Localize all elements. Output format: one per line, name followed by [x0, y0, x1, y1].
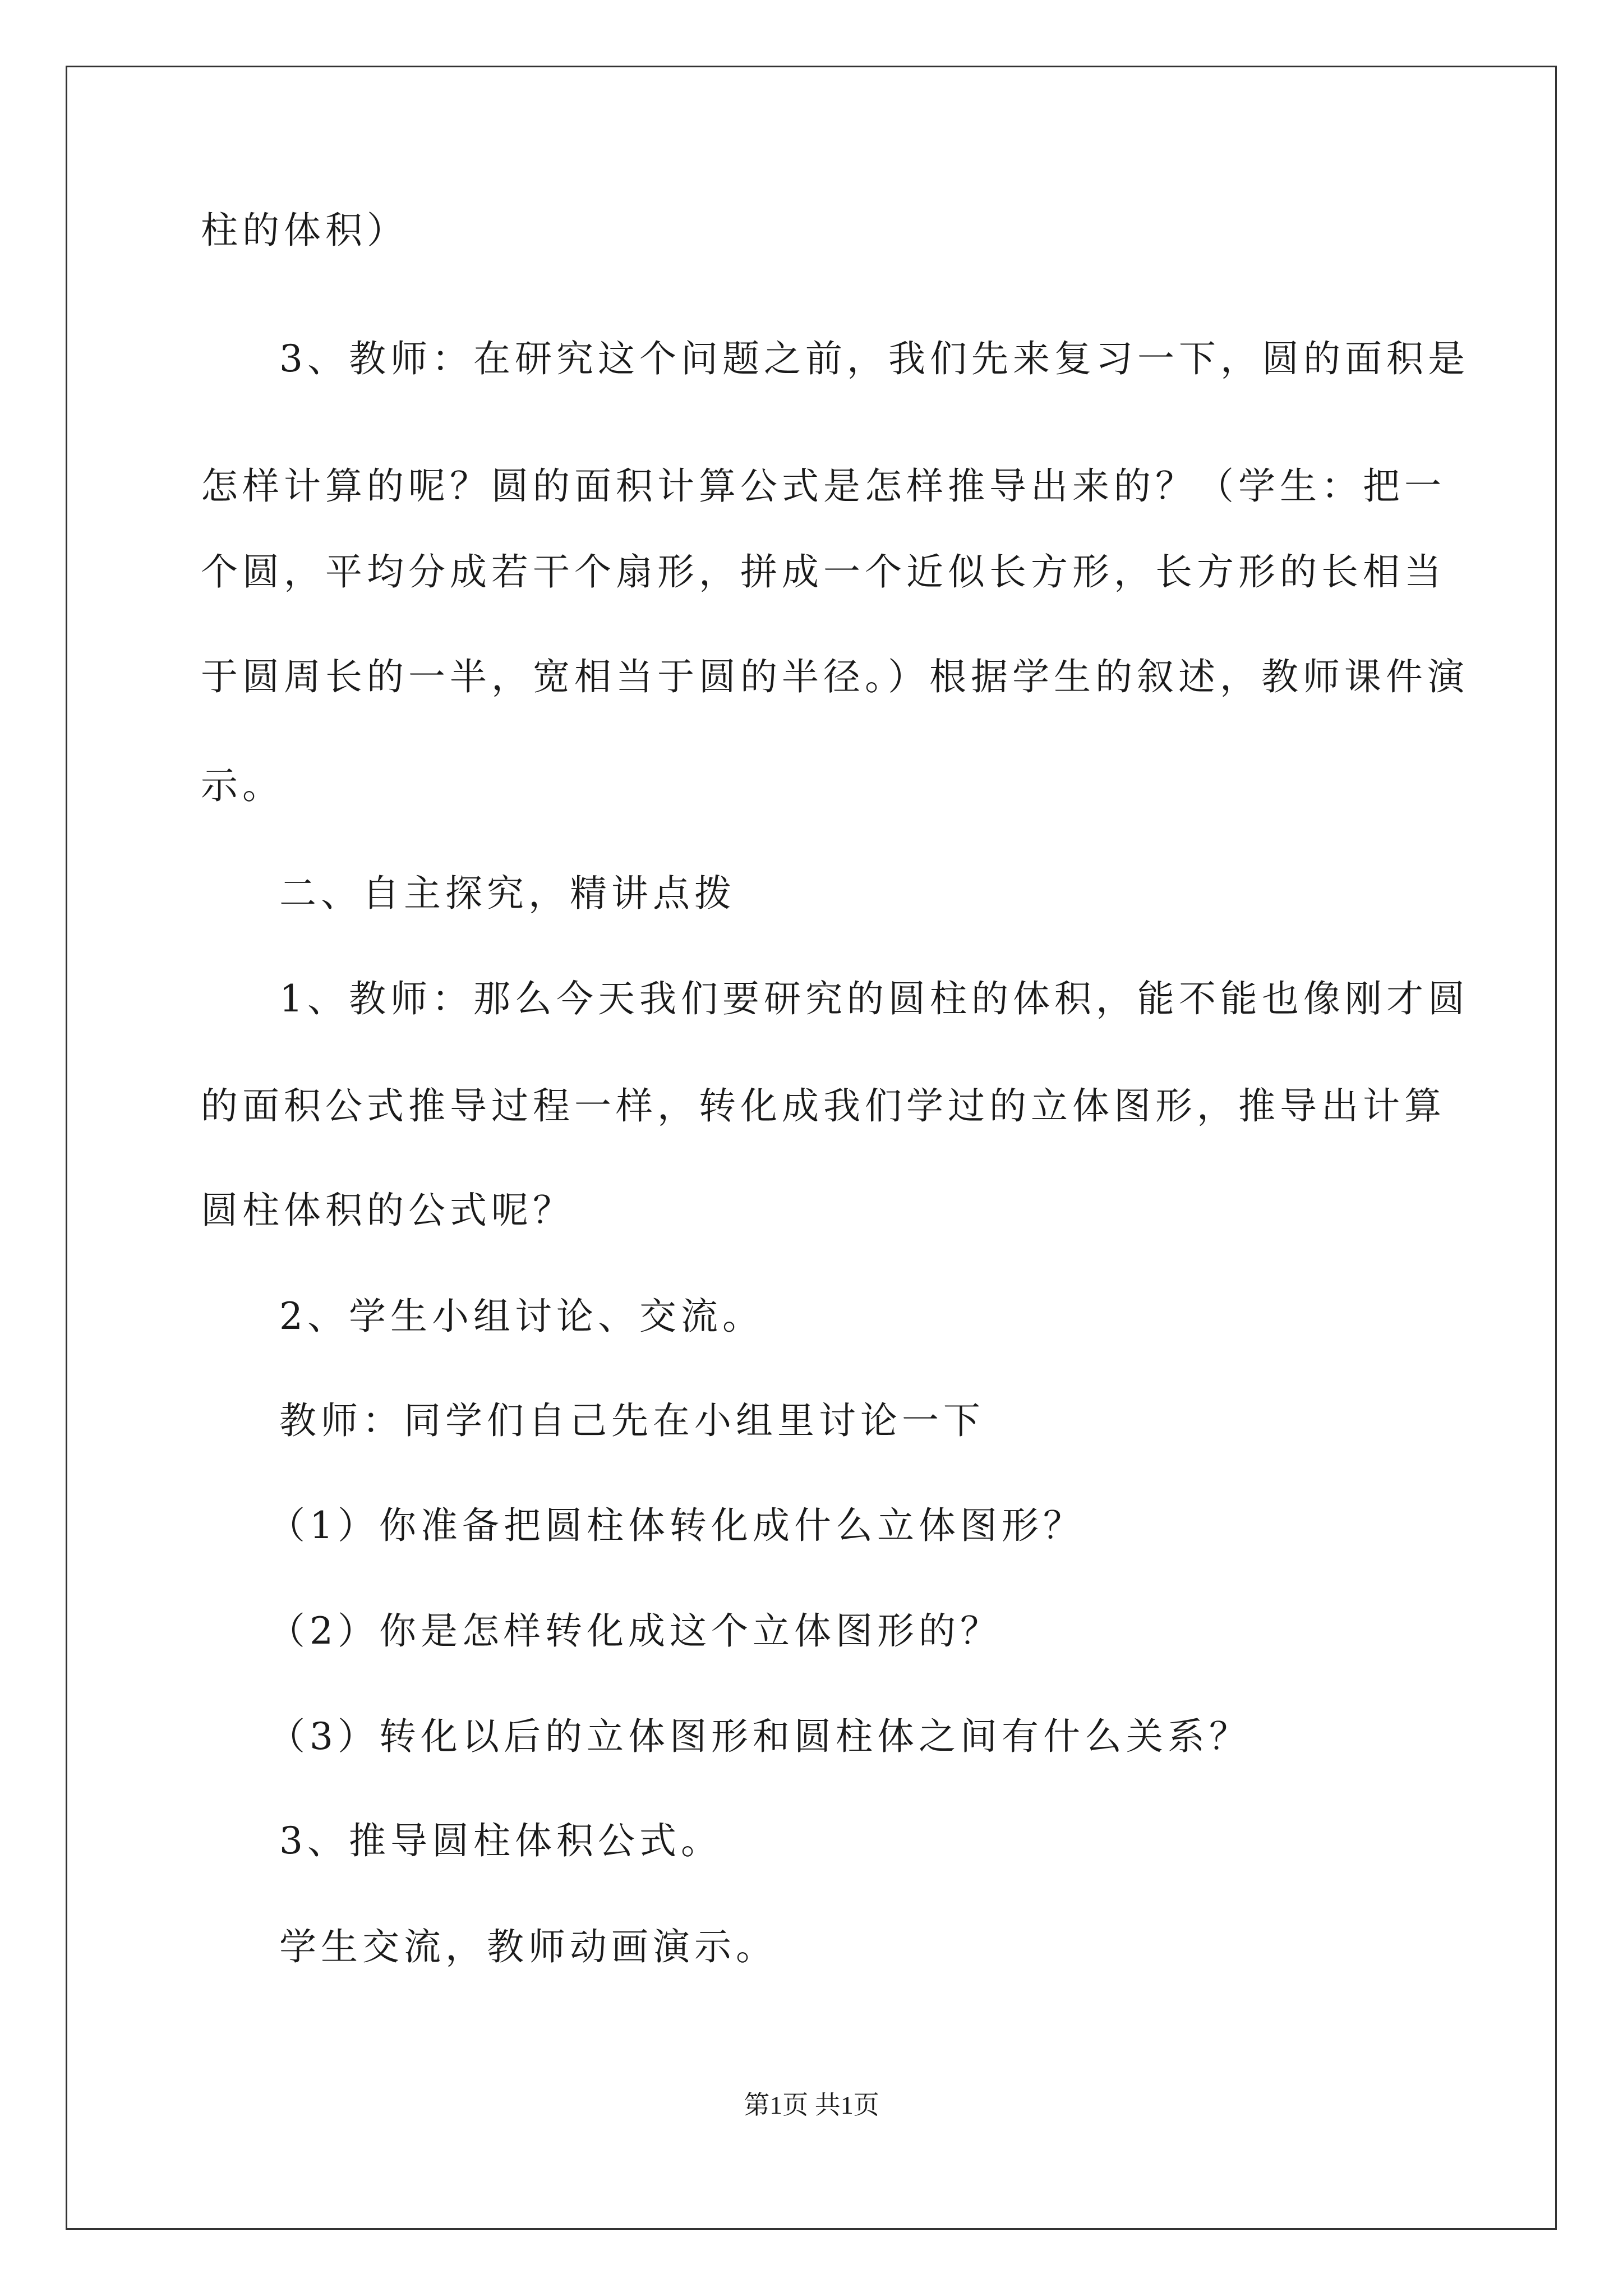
text-line-8: 1、教师：那么今天我们要研究的圆柱的体积，能不能也像刚才圆 [279, 977, 1469, 1020]
question-1: （1）你准备把圆柱体转化成什么立体图形？ [268, 1504, 1085, 1547]
text-line-2: 3、教师：在研究这个问题之前，我们先来复习一下，圆的面积是 [279, 337, 1469, 380]
text-line-3: 怎样计算的呢？圆的面积计算公式是怎样推导出来的？（学生：把一 [201, 464, 1446, 508]
text-line-12: 教师：同学们自己先在小组里讨论一下 [279, 1399, 985, 1442]
question-2: （2）你是怎样转化成这个立体图形的？ [268, 1609, 1002, 1653]
text-line-5: 于圆周长的一半，宽相当于圆的半径。）根据学生的叙述，教师课件演 [201, 655, 1469, 698]
text-line-9: 的面积公式推导过程一样，转化成我们学过的立体图形，推导出计算 [201, 1084, 1446, 1128]
text-line-4: 个圆，平均分成若干个扇形，拼成一个近似长方形，长方形的长相当 [201, 550, 1446, 593]
text-line-10: 圆柱体积的公式呢？ [201, 1189, 574, 1232]
text-line-16: 3、推导圆柱体积公式。 [279, 1819, 722, 1862]
page-border [66, 66, 1557, 2230]
text-line-1: 柱的体积） [201, 209, 408, 252]
section-heading: 二、自主探究，精讲点拨 [279, 872, 736, 915]
text-line-6: 示。 [201, 764, 284, 807]
text-line-17: 学生交流，教师动画演示。 [279, 1925, 777, 1968]
page-number-footer: 第1页 共1页 [744, 2091, 879, 2119]
question-3: （3）转化以后的立体图形和圆柱体之间有什么关系？ [268, 1715, 1251, 1758]
text-line-11: 2、学生小组讨论、交流。 [279, 1295, 764, 1338]
